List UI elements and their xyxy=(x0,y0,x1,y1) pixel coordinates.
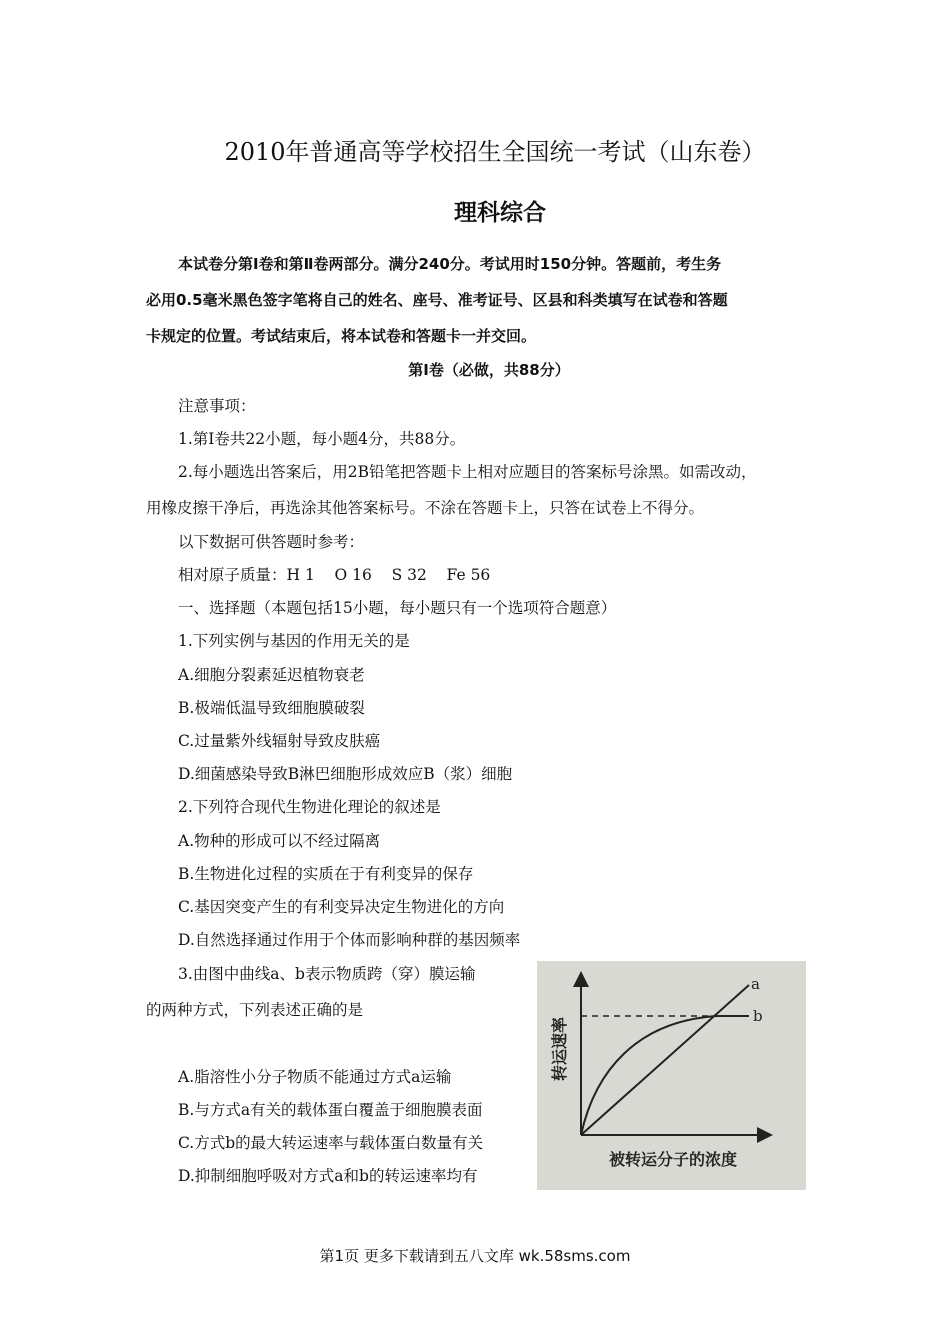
exam-title: 2010年普通高等学校招生全国统一考试（山东卷） xyxy=(224,138,766,166)
q2-option-a: A.物种的形成可以不经过隔离 xyxy=(178,832,381,850)
q2-option-b: B.生物进化过程的实质在于有利变异的保存 xyxy=(178,865,474,883)
y-axis-label: 转运速率 xyxy=(550,1016,569,1081)
reference-heading: 以下数据可供答题时参考： xyxy=(178,533,365,551)
q2-option-d: D.自然选择通过作用于个体而影响种群的基因频率 xyxy=(178,931,521,949)
section-heading: 一、选择题（本题包括15小题，每小题只有一个选项符合题意） xyxy=(178,599,617,617)
curve-b xyxy=(581,1016,749,1135)
intro-line-2: 必用0.5毫米黑色签字笔将自己的姓名、座号、准考证号、区县和科类填写在试卷和答题 xyxy=(146,291,728,309)
part1-heading: 第Ⅰ卷（必做，共88分） xyxy=(408,361,570,379)
note-2-cont: 用橡皮擦干净后，再选涂其他答案标号。不涂在答题卡上，只答在试卷上不得分。 xyxy=(146,499,705,517)
q1-option-c: C.过量紫外线辐射导致皮肤癌 xyxy=(178,732,381,750)
transport-diagram xyxy=(537,961,806,1190)
q1-option-a: A.细胞分裂素延迟植物衰老 xyxy=(178,666,365,684)
intro-line-1: 本试卷分第Ⅰ卷和第Ⅱ卷两部分。满分240分。考试用时150分钟。答题前，考生务 xyxy=(178,255,722,273)
q2-option-c: C.基因突变产生的有利变异决定生物进化的方向 xyxy=(178,898,505,916)
note-1: 1.第Ⅰ卷共22小题，每小题4分，共88分。 xyxy=(178,430,466,448)
curve-a xyxy=(581,985,749,1135)
curve-b-label: b xyxy=(753,1007,763,1025)
curve-a-label: a xyxy=(751,975,760,993)
q3-stem-line-1: 3.由图中曲线a、b表示物质跨（穿）膜运输 xyxy=(178,965,476,983)
q3-stem-line-2: 的两种方式，下列表述正确的是 xyxy=(146,1001,364,1019)
transport-figure xyxy=(537,961,806,1190)
q1-option-b: B.极端低温导致细胞膜破裂 xyxy=(178,699,365,717)
q3-option-a: A.脂溶性小分子物质不能通过方式a运输 xyxy=(178,1068,452,1086)
exam-subtitle: 理科综合 xyxy=(454,200,546,226)
notes-heading: 注意事项： xyxy=(178,397,256,415)
footer-suffix: 页 更多下载请到五八文库 wk.58sms.com xyxy=(344,1247,631,1265)
footer-page-number: 1 xyxy=(334,1247,345,1265)
intro-line-3: 卡规定的位置。考试结束后，将本试卷和答题卡一并交回。 xyxy=(146,327,537,345)
q2-stem: 2.下列符合现代生物进化理论的叙述是 xyxy=(178,798,441,816)
atomic-mass: 相对原子质量：H 1 O 16 S 32 Fe 56 xyxy=(178,566,491,584)
q1-stem: 1.下列实例与基因的作用无关的是 xyxy=(178,632,410,650)
q1-option-d: D.细菌感染导致B淋巴细胞形成效应B（浆）细胞 xyxy=(178,765,513,783)
x-axis-label: 被转运分子的浓度 xyxy=(609,1150,738,1169)
q3-option-b: B.与方式a有关的载体蛋白覆盖于细胞膜表面 xyxy=(178,1101,483,1119)
q3-option-d: D.抑制细胞呼吸对方式a和b的转运速率均有 xyxy=(178,1167,478,1185)
footer-prefix: 第 xyxy=(319,1247,335,1265)
q3-option-c: C.方式b的最大转运速率与载体蛋白数量有关 xyxy=(178,1134,484,1152)
page-footer xyxy=(0,1246,950,1266)
note-2: 2.每小题选出答案后，用2B铅笔把答题卡上相对应题目的答案标号涂黑。如需改动， xyxy=(178,463,757,481)
